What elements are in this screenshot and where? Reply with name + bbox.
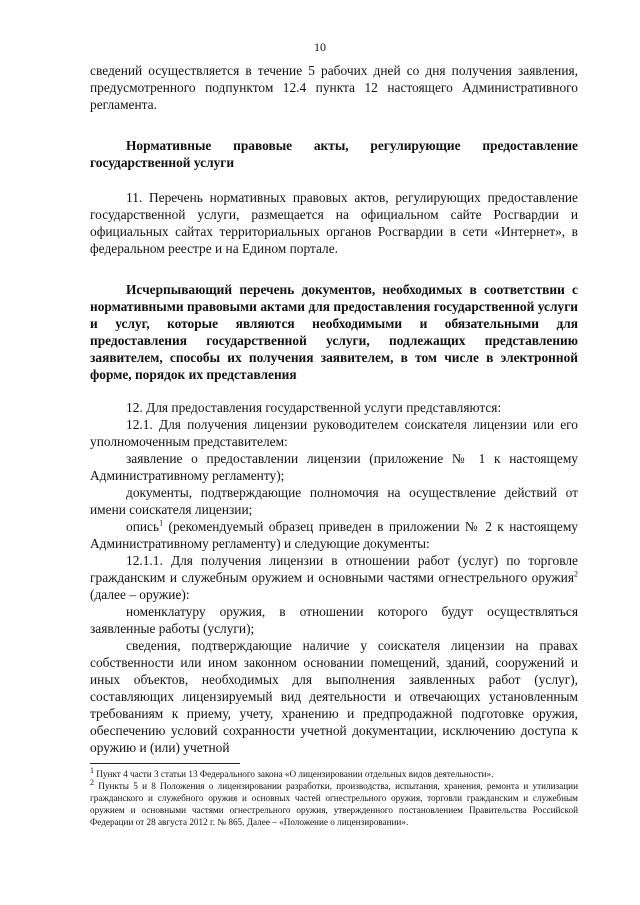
- paragraph-authority-documents: документы, подтверждающие полномочия на осуществление действий от имени соискателя лицензии;: [90, 485, 578, 517]
- paragraph-12-1-1-text: 12.1.1. Для получения лицензии в отношении работ (услуг) по торговле гражданским и служебным оружием и основными частями огнестрельного оружия: [90, 553, 578, 585]
- footnote-ref-1: 1: [159, 518, 164, 528]
- paragraph-nomenclature: номенклатуру оружия, в отношении которого будут осуществляться заявленные работы (услуги);: [90, 604, 578, 636]
- paragraph-inventory: [90, 518, 578, 552]
- footnote-divider: [90, 763, 240, 764]
- section-heading-documents-list: Исчерпывающий перечень документов, необходимых в соответствии с нормативными правовыми актами для предоставления государственной услуги и услуг, которые являются необходимыми и обязательными для предоставления государственной услуги, подлежащих представлению заявителем, способы их получения заявителем, в том числе в электронной форме, порядок их представления: [90, 282, 578, 382]
- paragraph-application: заявление о предоставлении лицензии (приложение № 1 к настоящему Административному регламенту);: [90, 451, 578, 483]
- page-number: 10: [314, 40, 326, 54]
- footnotes: [90, 763, 578, 828]
- inventory-text: опись: [126, 519, 160, 534]
- section-heading-normative-acts: Нормативные правовые акты, регулирующие предоставление государственной услуги: [90, 138, 578, 170]
- paragraph-12-1-1: [90, 552, 578, 603]
- paragraph-continued: сведений осуществляется в течение 5 рабочих дней со дня получения заявления, предусмотренного подпунктом 12.4 пункта 12 настоящего Административного регламента.: [90, 63, 578, 112]
- inventory-text-rest: (рекомендуемый образец приведен в приложении № 2 к настоящему Административному регламенту) и следующие документы:: [90, 519, 578, 551]
- paragraph-11: 11. Перечень нормативных правовых актов, регулирующих предоставление государственной услуги, размещается на официальном сайте Росгвардии и официальных сайтах территориальных органов Росгвардии в сети «Интернет», в федеральном реестре и на Едином портале.: [90, 190, 578, 256]
- footnote-1: [90, 765, 578, 780]
- footnote-ref-2: 2: [574, 569, 578, 579]
- footnote-2-text: Пункты 5 и 8 Положения о лицензировании разработки, производства, испытания, хранения, ремонта и утилизации гражданского и служебного оружия и основных частей огнестрельного оружия, торговли гражданским и служебным оружием и основными частями огнестрельного оружия, утвержденного постановлением Правительства Российской Федерации от 28 августа 2012 г. № 865. Далее – «Положение о лицензировании».: [90, 781, 578, 827]
- page-body: [90, 62, 578, 756]
- footnote-1-text: Пункт 4 части 3 статьи 13 Федерального закона «О лицензировании отдельных видов деятельности».: [94, 769, 494, 779]
- paragraph-premises-info: сведения, подтверждающие наличие у соискателя лицензии на правах собственности или ином законном основании помещений, зданий, сооружений и иных объектов, необходимых для выполнения заявленных работ (услуг), составляющих лицензируемый вид деятельности и отвечающих установленным требованиям к приему, учету, хранению и предпродажной подготовке оружия, обеспечению условий сохранности учетной документации, исключению доступа к оружию и (или) учетной: [90, 638, 578, 755]
- paragraph-12: 12. Для предоставления государственной услуги представляются:: [126, 400, 502, 415]
- footnote-2-mark: 2: [90, 777, 94, 787]
- footnote-1-mark: 1: [90, 765, 94, 775]
- paragraph-12-1-1-text-rest: (далее – оружие):: [90, 587, 190, 602]
- footnote-2: [90, 777, 578, 828]
- paragraph-12-1: 12.1. Для получения лицензии руководителем соискателя лицензии или его уполномоченным представителем:: [90, 417, 578, 449]
